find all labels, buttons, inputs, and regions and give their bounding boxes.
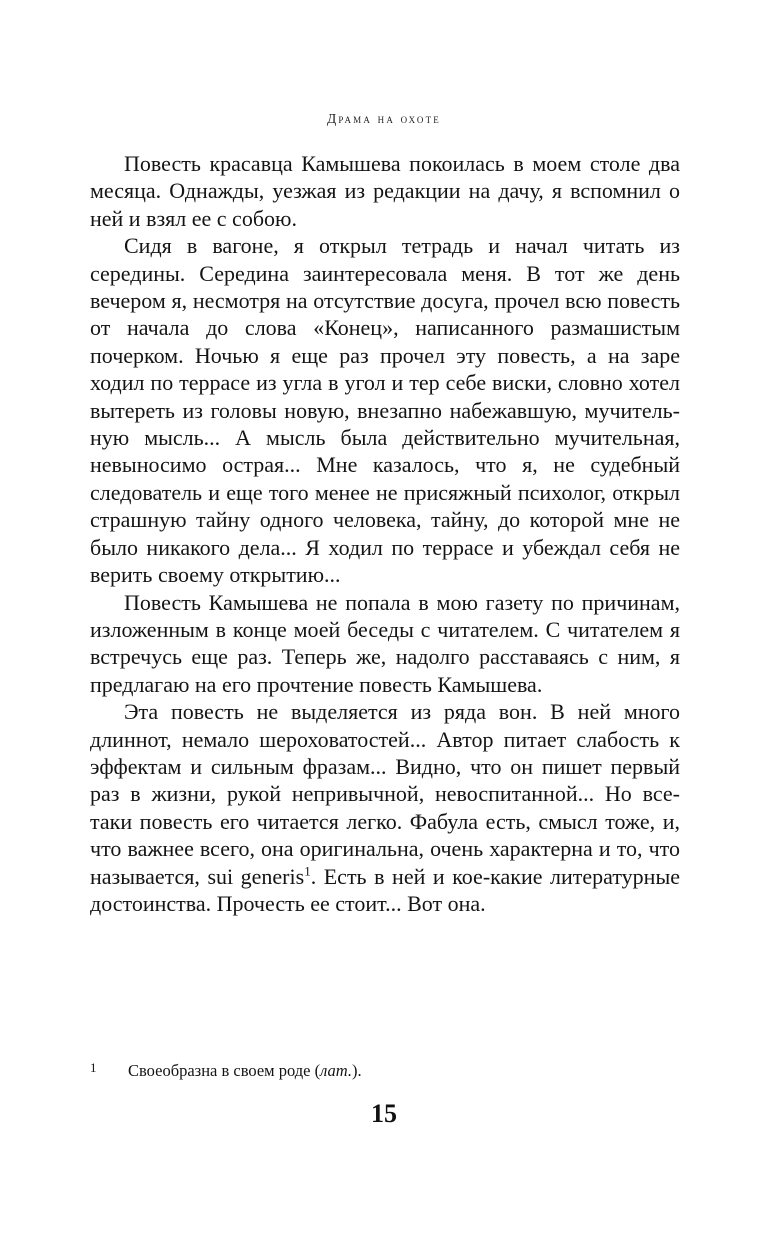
footnote-mark: 1 bbox=[90, 1060, 97, 1075]
paragraph-3: Повесть Камышева не попала в мою газету по причинам, изложенным в конце моей беседы с читателем. С читателем я встречусь еще раз. Теперь же, надолго расставаясь с ним, я предлагаю на его прочтение повесть Камышева. bbox=[90, 589, 680, 697]
body-text bbox=[90, 150, 680, 917]
page-number: 15 bbox=[371, 1099, 397, 1128]
footnote-text bbox=[128, 1061, 362, 1080]
footnote-text-start: Своеобразна в своем роде ( bbox=[128, 1061, 321, 1080]
paragraph-4-end: Есть в ней и кое-какие литературные достоинства. Прочесть ее стоит... Вот она. bbox=[90, 863, 680, 916]
paragraph-1: Повесть красавца Камышева покоилась в моем столе два месяца. Однажды, уезжая из редакции на дачу, я вспомнил о ней и взял ее с собою. bbox=[90, 151, 680, 231]
paragraph-4: Эта повесть не выделяется из ряда вон. В ней много длиннот, немало шероховатостей... Автор питает слабость к эффектам и сильным фразам... Видно, что он пишет первый раз в жизни, рукой непривычной, невоспитанной... Но все-таки повесть его читается легко. Фабула есть, смысл тоже, и, что важнее всего, она оригинальна, очень характерна и то, что называется, sui generis$^1$. Есть в ней и кое-какие литературные достоинства. Прочесть ее стоит... Вот она. bbox=[90, 699, 680, 916]
footnote-reference[interactable]: 1 bbox=[304, 863, 311, 879]
running-head: Драма на охоте bbox=[327, 111, 441, 126]
paragraph-2: Сидя в вагоне, я открыл тетрадь и начал читать из середины. Середина заинтересовала меня. В тот же день вечером я, несмотря на отсутствие досуга, прочел всю повесть от начала до слова «Конец», написанного размашистым почерком. Ночью я еще раз прочел эту повесть, а на заре ходил по террасе из угла в угол и тер себе виски, словно хотел вытереть из головы новую, внезапно набежавшую, мучительную мысль... А мысль была действительно мучительная, невыносимо острая... Мне казалось, что я, не судебный следователь и еще того менее не присяжный психолог, открыл страшную тайну одного человека, тайну, до которой мне не было никакого дела... Я ходил по террасе и убеждал себя не верить своему открытию... bbox=[90, 233, 680, 588]
paragraph-4-text: Эта повесть не выделяется из ряда вон. В ней много длиннот, немало шероховатостей... Автор питает слабость к эффектам и сильным фразам... Видно, что он пишет первый раз в жизни, рукой непривычной, невоспитанной... Но все-таки повесть его читается легко. Фабула есть, смысл тоже, и, что важнее всего, она оригинальна, очень характерна и то, что называется, sui generis bbox=[90, 699, 680, 889]
footnote-abbreviation: лат. bbox=[320, 1061, 352, 1080]
footnote-text-end: ). bbox=[352, 1061, 362, 1080]
footnote bbox=[90, 1057, 680, 1082]
